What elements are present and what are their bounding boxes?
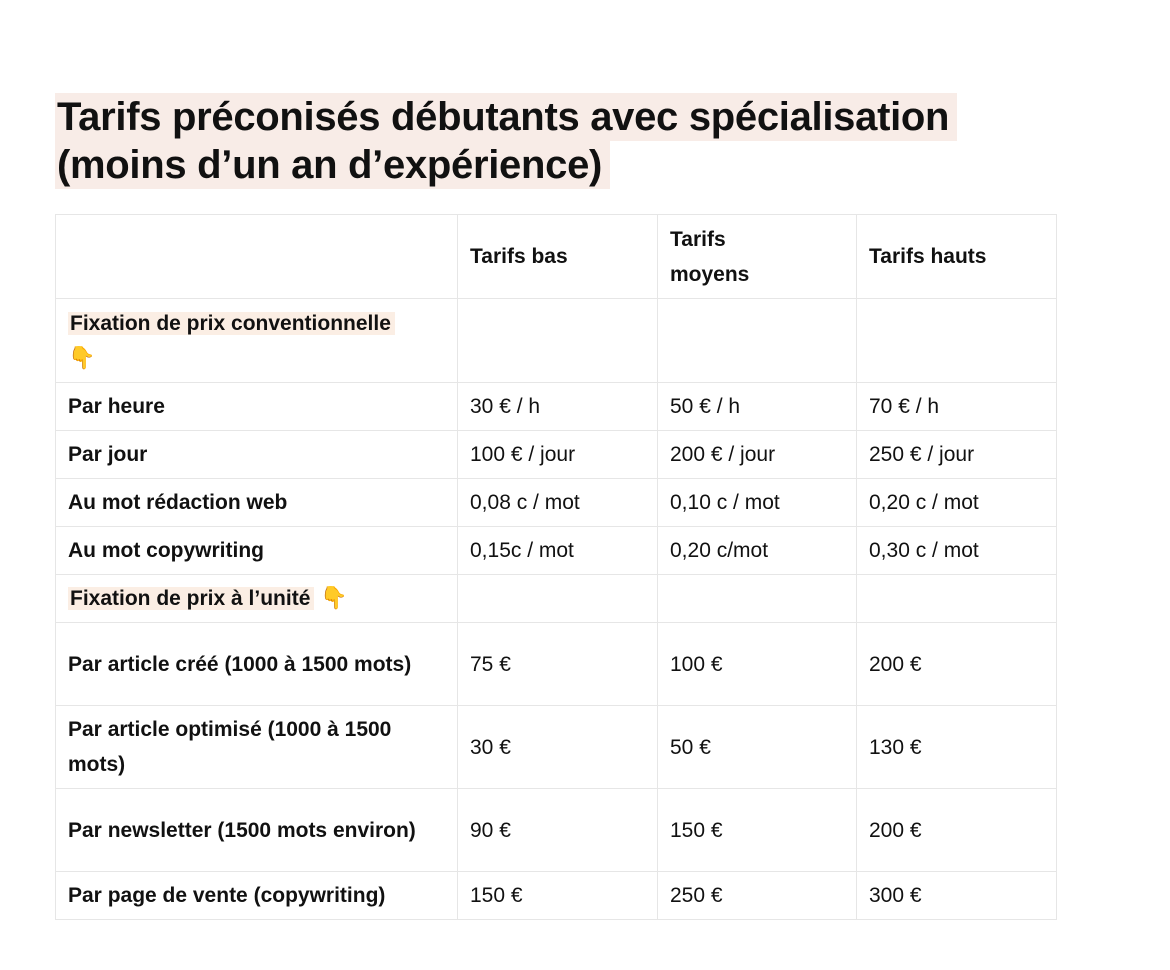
empty-cell [658, 299, 857, 383]
title-line-2: (moins d’un an d’expérience) [55, 141, 610, 189]
cell-moyens: 0,10 c / mot [658, 479, 857, 527]
table-row [56, 383, 1057, 431]
cell-bas: 100 € / jour [458, 431, 658, 479]
cell-moyens: 250 € [658, 872, 857, 920]
cell-bas: 90 € [458, 789, 658, 872]
table-row [56, 479, 1057, 527]
table-row [56, 623, 1057, 706]
pointing-down-icon: 👇 [320, 586, 348, 611]
row-label: Au mot copywriting [56, 527, 458, 575]
pricing-table [55, 214, 1057, 920]
header-empty-cell [56, 215, 458, 299]
row-label: Par page de vente (copywriting) [56, 872, 458, 920]
empty-cell [458, 575, 658, 623]
cell-moyens: 100 € [658, 623, 857, 706]
pointing-down-icon: 👇 [68, 345, 96, 371]
cell-hauts: 250 € / jour [857, 431, 1057, 479]
section-cell [56, 299, 458, 383]
row-label: Par article optimisé (1000 à 1500 mots) [56, 706, 458, 789]
cell-hauts: 300 € [857, 872, 1057, 920]
cell-moyens: 50 € / h [658, 383, 857, 431]
cell-hauts: 70 € / h [857, 383, 1057, 431]
row-label: Par article créé (1000 à 1500 mots) [56, 623, 458, 706]
cell-hauts: 0,20 c / mot [857, 479, 1057, 527]
empty-cell [857, 299, 1057, 383]
cell-moyens: 150 € [658, 789, 857, 872]
table-row [56, 706, 1057, 789]
table-row [56, 872, 1057, 920]
cell-hauts: 130 € [857, 706, 1057, 789]
column-header-bas: Tarifs bas [458, 215, 658, 299]
table-row [56, 789, 1057, 872]
cell-bas: 150 € [458, 872, 658, 920]
cell-moyens: 200 € / jour [658, 431, 857, 479]
row-label: Par heure [56, 383, 458, 431]
empty-cell [857, 575, 1057, 623]
section-label-unite: Fixation de prix à l’unité [68, 587, 314, 610]
row-label: Au mot rédaction web [56, 479, 458, 527]
cell-bas: 75 € [458, 623, 658, 706]
cell-bas: 0,08 c / mot [458, 479, 658, 527]
header-row [56, 215, 1057, 299]
section-row-conventionnelle [56, 299, 1057, 383]
column-header-hauts: Tarifs hauts [857, 215, 1057, 299]
section-label-conventionnelle: Fixation de prix conventionnelle [68, 312, 395, 335]
column-header-moyens: Tarifs moyens [658, 215, 857, 299]
section-row-unite [56, 575, 1057, 623]
row-label: Par newsletter (1500 mots environ) [56, 789, 458, 872]
cell-bas: 0,15c / mot [458, 527, 658, 575]
cell-hauts: 0,30 c / mot [857, 527, 1057, 575]
empty-cell [658, 575, 857, 623]
cell-moyens: 0,20 c/mot [658, 527, 857, 575]
cell-bas: 30 € / h [458, 383, 658, 431]
cell-moyens: 50 € [658, 706, 857, 789]
cell-bas: 30 € [458, 706, 658, 789]
empty-cell [458, 299, 658, 383]
cell-hauts: 200 € [857, 623, 1057, 706]
page-title [55, 93, 957, 189]
section-cell [56, 575, 458, 623]
table-row [56, 431, 1057, 479]
cell-hauts: 200 € [857, 789, 1057, 872]
row-label: Par jour [56, 431, 458, 479]
title-line-1: Tarifs préconisés débutants avec spécialisation [55, 93, 957, 141]
table-row [56, 527, 1057, 575]
